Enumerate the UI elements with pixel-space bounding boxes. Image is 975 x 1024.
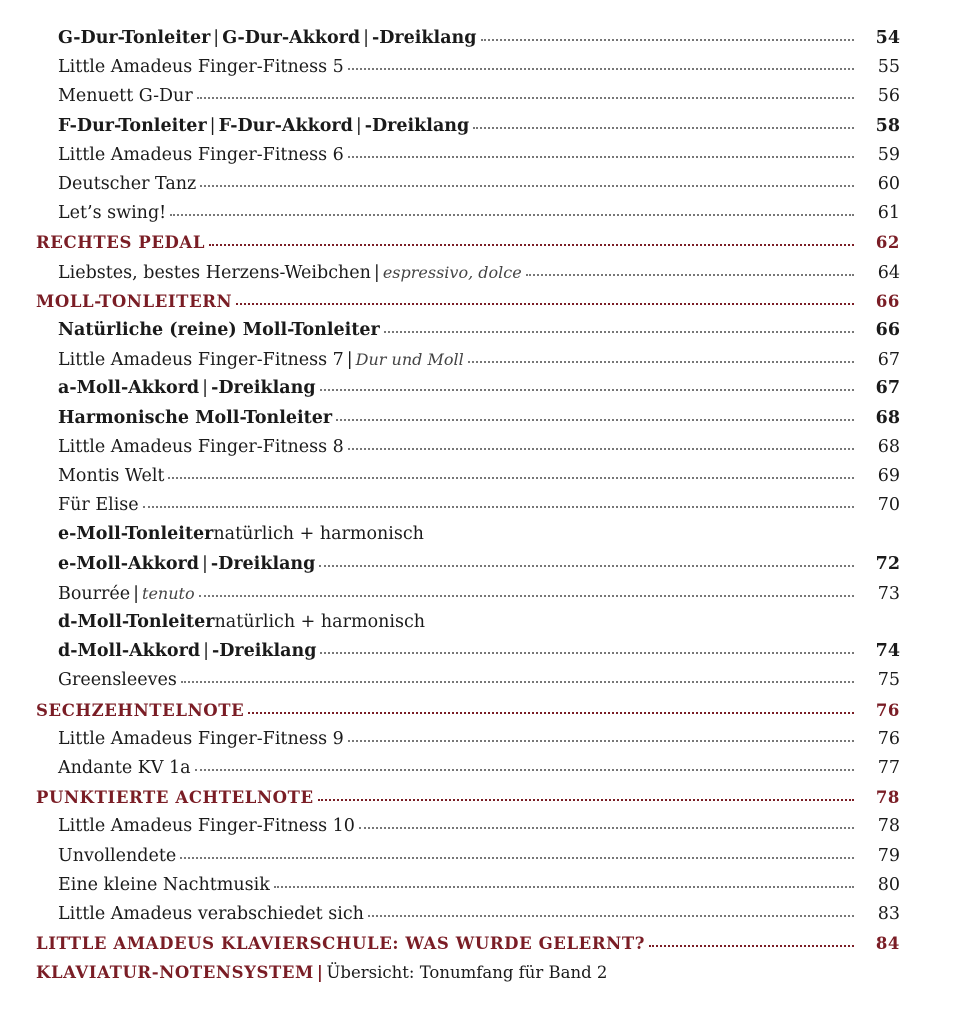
toc-entry[interactable] [0,550,975,579]
toc-entry[interactable] [0,141,975,170]
entry-title: Let’s swing! [58,203,167,224]
toc-entry[interactable] [0,871,975,900]
page-number: 64 [877,262,900,283]
entry-subtitle: natürlich + harmonisch [213,524,424,545]
toc-entry[interactable] [0,608,975,637]
page-number: 76 [877,728,900,749]
page-number: 70 [877,495,900,516]
dot-leader [200,184,854,187]
dot-leader [318,798,854,801]
separator: | [201,553,208,574]
toc-section-heading[interactable] [0,783,975,812]
dot-leader [143,505,854,508]
entry-title: LITTLE AMADEUS KLAVIERSCHULE: WAS WURDE GELERNT? [36,934,645,954]
toc-entry[interactable] [0,199,975,228]
page-number: 67 [875,378,900,399]
entry-title: KLAVIATUR-NOTENSYSTEM [36,963,314,983]
entry-title: d-Moll-Akkord [58,641,201,662]
separator: | [346,350,353,371]
dot-leader [368,914,854,917]
entry-title: Deutscher Tanz [58,174,197,194]
entry-title: MOLL-TONLEITERN [36,291,233,311]
toc-entry[interactable] [0,725,975,754]
page-number: 78 [875,788,900,808]
entry-title: Harmonische Moll-Tonleiter [58,407,333,428]
toc-entry[interactable] [0,812,975,841]
dot-leader [181,680,854,683]
page-number: 67 [877,350,900,371]
page-number: 68 [877,436,900,457]
separator: | [133,583,140,604]
dot-leader [384,330,854,333]
entry-title: PUNKTIERTE ACHTELNOTE [36,788,314,808]
entry-title: Little Amadeus Finger-Fitness 9 [58,728,344,749]
entry-title: Natürliche (reine) Moll-Tonleiter [58,320,380,340]
toc-entry[interactable] [0,579,975,608]
dot-leader [348,447,854,450]
dot-leader [248,711,854,714]
dot-leader [481,38,855,41]
entry-title: Eine kleine Nachtmusik [58,874,270,895]
entry-title: Greensleeves [58,670,177,691]
toc-section-heading[interactable] [0,696,975,725]
dot-leader [170,213,854,216]
dot-leader [348,67,854,70]
dot-leader [320,388,854,391]
separator: | [373,262,380,283]
entry-note: espressivo, dolce [382,262,522,282]
page-number: 77 [877,758,900,778]
dot-leader [180,856,854,859]
separator: | [202,378,209,399]
toc-entry[interactable] [0,112,975,141]
toc-section-heading[interactable] [0,287,975,316]
separator: | [213,28,220,48]
entry-title: F-Dur-Tonleiter [58,115,207,136]
entry-subtitle: Übersicht: Tonumfang für Band 2 [326,963,608,983]
toc-entry[interactable] [0,666,975,695]
dot-leader [320,651,854,654]
toc-section-heading[interactable] [0,958,975,987]
entry-title: Little Amadeus Finger-Fitness 6 [58,144,344,165]
entry-title-part: -Dreiklang [211,641,317,662]
separator: | [363,28,369,48]
entry-title: a-Moll-Akkord [58,378,200,399]
page-number: 84 [875,934,900,954]
page-number: 69 [877,466,900,486]
entry-title-part: -Dreiklang [211,378,316,399]
entry-title: G-Dur-Tonleiter [58,28,211,48]
page-number: 68 [875,407,900,428]
entry-title-part: -Dreiklang [371,28,477,48]
page-number: 79 [877,845,900,866]
dot-leader [468,360,854,363]
page-number: 76 [875,700,900,720]
toc-entry[interactable] [0,462,975,491]
toc-entry[interactable] [0,345,975,374]
page-number: 80 [877,874,900,895]
dot-leader [209,243,854,246]
entry-note: tenuto [142,583,195,603]
entry-title: Montis Welt [58,466,165,486]
page-number: 78 [877,816,900,837]
toc-section-heading[interactable] [0,929,975,958]
page-number: 74 [875,641,900,662]
entry-title: Andante KV 1a [58,758,191,778]
dot-leader [526,273,854,276]
entry-title: Little Amadeus Finger-Fitness 7 [58,350,344,371]
dot-leader [473,126,854,129]
dot-leader [274,885,854,888]
page-number: 83 [877,904,900,924]
entry-title: Little Amadeus Finger-Fitness 5 [58,57,344,78]
toc-entry[interactable] [0,433,975,462]
toc-entry[interactable] [0,637,975,666]
dot-leader [336,418,854,421]
entry-title-part: -Dreiklang [364,115,470,136]
entry-title-part: F-Dur-Akkord [218,115,353,136]
toc-entry[interactable] [0,404,975,433]
toc-entry[interactable] [0,754,975,783]
toc-entry[interactable] [0,520,975,549]
entry-title: SECHZEHNTELNOTE [36,700,245,720]
separator: | [203,641,209,662]
entry-title: Little Amadeus Finger-Fitness 8 [58,436,344,457]
toc-entry[interactable] [0,82,975,111]
toc-entry[interactable] [0,491,975,520]
entry-title: RECHTES PEDAL [36,233,206,253]
entry-title: Little Amadeus verabschiedet sich [58,904,364,924]
dot-leader [197,96,854,99]
entry-title: Liebstes, bestes Herzens-Weibchen [58,262,371,283]
page-number: 56 [877,86,900,107]
toc-entry[interactable] [0,170,975,199]
toc-entry[interactable] [0,24,975,53]
dot-leader [359,826,854,829]
page-number: 59 [877,144,900,165]
dot-leader [195,768,854,771]
entry-title-part: G-Dur-Akkord [222,28,361,48]
separator: | [355,115,362,136]
toc-entry[interactable] [0,842,975,871]
entry-title: Unvollendete [58,845,177,866]
entry-title: Menuett G-Dur [58,86,193,107]
page-number: 55 [877,57,900,78]
toc-entry[interactable] [0,258,975,287]
dot-leader [348,155,854,158]
page-number: 66 [875,291,900,311]
entry-title: Bourrée [58,583,131,604]
dot-leader [649,944,854,947]
page-number: 62 [875,233,900,253]
entry-subtitle: natürlich + harmonisch [214,612,426,632]
entry-title: Für Elise [58,495,139,516]
entry-title: e-Moll-Akkord [58,553,199,574]
separator: | [316,963,324,983]
toc-entry[interactable] [0,900,975,929]
entry-title: d-Moll-Tonleiter [58,612,215,632]
page-number: 58 [875,115,900,136]
dot-leader [236,302,854,305]
toc-section-heading[interactable] [0,228,975,257]
entry-note: Dur und Moll [355,350,464,370]
entry-title: e-Moll-Tonleiter [58,524,214,545]
separator: | [209,115,216,136]
page-number: 66 [875,320,900,340]
toc-entry[interactable] [0,316,975,345]
toc-entry[interactable] [0,53,975,82]
dot-leader [168,476,854,479]
entry-title-part: -Dreiklang [210,553,316,574]
page-number: 75 [877,670,900,691]
toc-entry[interactable] [0,374,975,403]
page-number: 72 [875,553,900,574]
page-number: 61 [877,203,900,224]
dot-leader [319,564,854,567]
page-number: 73 [877,583,900,604]
dot-leader [199,594,854,597]
page-number: 60 [877,174,900,194]
entry-title: Little Amadeus Finger-Fitness 10 [58,816,355,837]
dot-leader [348,739,854,742]
page-number: 54 [875,28,900,48]
